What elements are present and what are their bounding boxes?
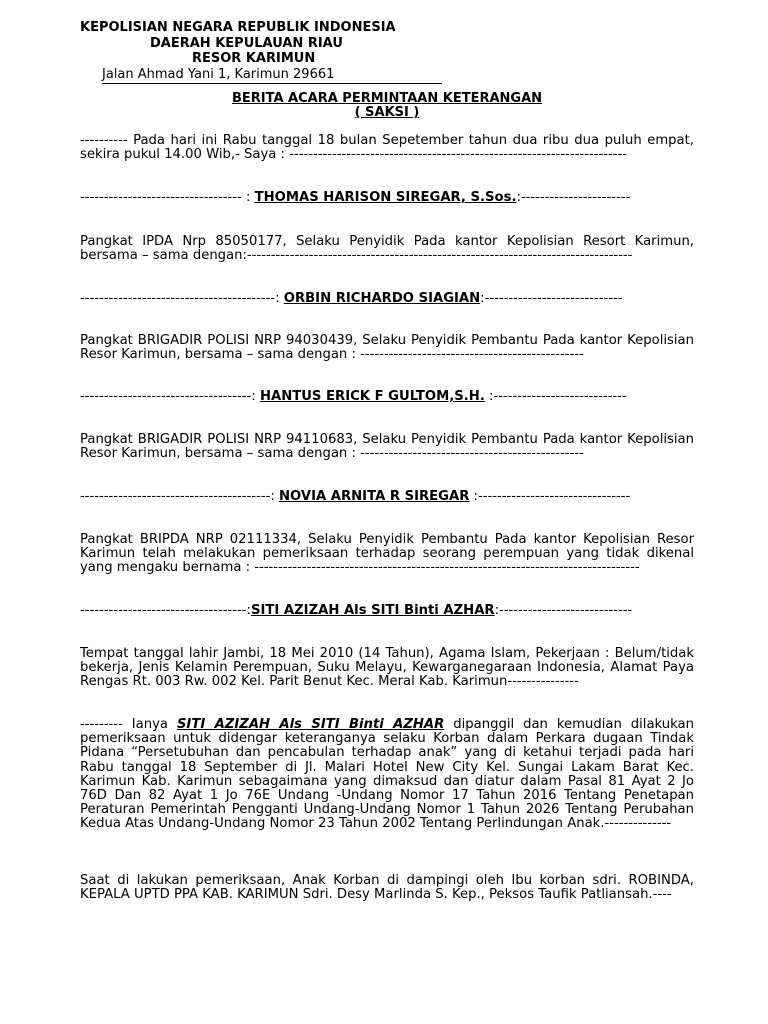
letterhead (80, 20, 480, 84)
investigator-name-3: HANTUS ERICK F GULTOM,S.H. (259, 389, 485, 404)
dash-lead: ------------------------------------: (80, 389, 260, 404)
paragraph-witness-identity: Tempat tanggal lahir Jambi, 18 Mei 2010 (14 Tahun), Agama Islam, Pekerjaan : Belum/tidak bekerja, Jenis Kelamin Perempuan, Suku Melayu, Kewarganegaraan Indonesia, Alamat Paya Rengas Rt. 003 Rw. 002 Kel. Parit Benut Kec. Meral Kab. Karimun--------------- (80, 646, 694, 690)
dash-trail: :----------------------- (516, 190, 631, 205)
paragraph-investigator-2-rank: Pangkat BRIGADIR POLISI NRP 94030439, Selaku Penyidik Pembantu Pada kantor Kepolisian Resor Karimun, bersama – sama dengan : ----------------------------------------------- (80, 333, 694, 363)
dash-lead: -----------------------------------------: (80, 291, 284, 306)
dash-lead: ---------------------------------- : (80, 190, 255, 205)
paragraph-investigator-1 (80, 191, 694, 205)
paragraph-witness-name (80, 604, 694, 618)
paragraph-investigator-2 (80, 292, 694, 306)
witness-name-inline: SITI AZIZAH Als SITI Binti AZHAR (176, 717, 445, 732)
dash-trail: :---------------------------- (484, 389, 627, 404)
paragraph-investigator-3-rank: Pangkat BRIGADIR POLISI NRP 94110683, Selaku Penyidik Pembantu Pada kantor Kepolisian Resor Karimun, bersama – sama dengan : ----------------------------------------------- (80, 432, 694, 462)
document-title-sub: ( SAKSI ) (354, 105, 420, 120)
paragraph-investigator-3 (80, 390, 694, 404)
dash-lead: -----------------------------------: (80, 603, 251, 618)
investigator-name-2: ORBIN RICHARDO SIAGIAN (283, 291, 481, 306)
dash-trail: :-------------------------------- (469, 489, 631, 504)
letterhead-line-institution: KEPOLISIAN NEGARA REPUBLIK INDONESIA (80, 20, 396, 35)
dash-trail: :----------------------------- (480, 291, 623, 306)
paragraph-opening: ---------- Pada hari ini Rabu tanggal 18 bulan Sepetember tahun dua ribu dua puluh empat, sekira pukul 14.00 Wib,- Saya : ----------------------------------------------------------------------- (80, 133, 694, 163)
letterhead-address: Jalan Ahmad Yani 1, Karimun 29661 (102, 67, 442, 84)
investigator-name-4: NOVIA ARNITA R SIREGAR (278, 489, 470, 504)
paragraph-investigator-4 (80, 490, 694, 504)
letterhead-line-resort: RESOR KARIMUN (192, 51, 316, 66)
letterhead-line-region: DAERAH KEPULAUAN RIAU (150, 35, 343, 51)
case-text: dipanggil dan kemudian dilakukan pemeriksaan untuk didengar keteranganya selaku Korban dalam Perkara dugaan Tindak Pidana “Persetubuhan dan pencabulan terhadap anak” yang di ketahui terjadi pada hari Rabu tanggal 18 September di Jl. Malari Hotel New City Kel. Sungai Lakam Barat Kec. Karimun Kab. Karimun sebagaimana yang dimaksud dan diatur dalam Pasal 81 Ayat 2 Jo 76D Dan 82 Ayat 1 Jo 76E Undang -Undang Nomor 17 Tahun 2016 Tentang Penetapan Peraturan Pemerintah Pengganti Undang-Undang Nomor 1 Tahun 2026 Tentang Perubahan Kedua Atas Undang-Undang Nomor 23 Tahun 2002 Tentang Perlindungan Anak.-------------- (80, 717, 694, 832)
document-title (80, 92, 694, 120)
investigator-name-1: THOMAS HARISON SIREGAR, S.Sos. (254, 190, 517, 205)
dash-lead: ----------------------------------------: (80, 489, 279, 504)
paragraph-case-description (80, 718, 694, 832)
paragraph-investigator-4-rank: Pangkat BRIPDA NRP 02111334, Selaku Penyidik Pembantu Pada kantor Kepolisian Resor Karimun telah melakukan pemeriksaan terhadap seorang perempuan yang tidak dikenal yang mengaku bernama : --------------------------------------------------------------------------------- (80, 532, 694, 576)
paragraph-accompaniment: Saat di lakukan pemeriksaan, Anak Korban di dampingi oleh Ibu korban sdri. ROBINDA, KEPALA UPTD PPA KAB. KARIMUN Sdri. Desy Marlinda S. Kep., Peksos Taufik Patliansah.---- (80, 873, 694, 903)
dash-lead: --------- Ianya (80, 717, 177, 732)
dash-trail: :---------------------------- (494, 603, 633, 618)
paragraph-investigator-1-rank: Pangkat IPDA Nrp 85050177, Selaku Penyidik Pada kantor Kepolisian Resort Karimun, bersama – sama dengan:--------------------------------------------------------------------------------- (80, 234, 694, 264)
witness-name: SITI AZIZAH Als SITI Binti AZHAR (251, 603, 495, 618)
document-title-main: BERITA ACARA PERMINTAAN KETERANGAN (231, 91, 543, 106)
